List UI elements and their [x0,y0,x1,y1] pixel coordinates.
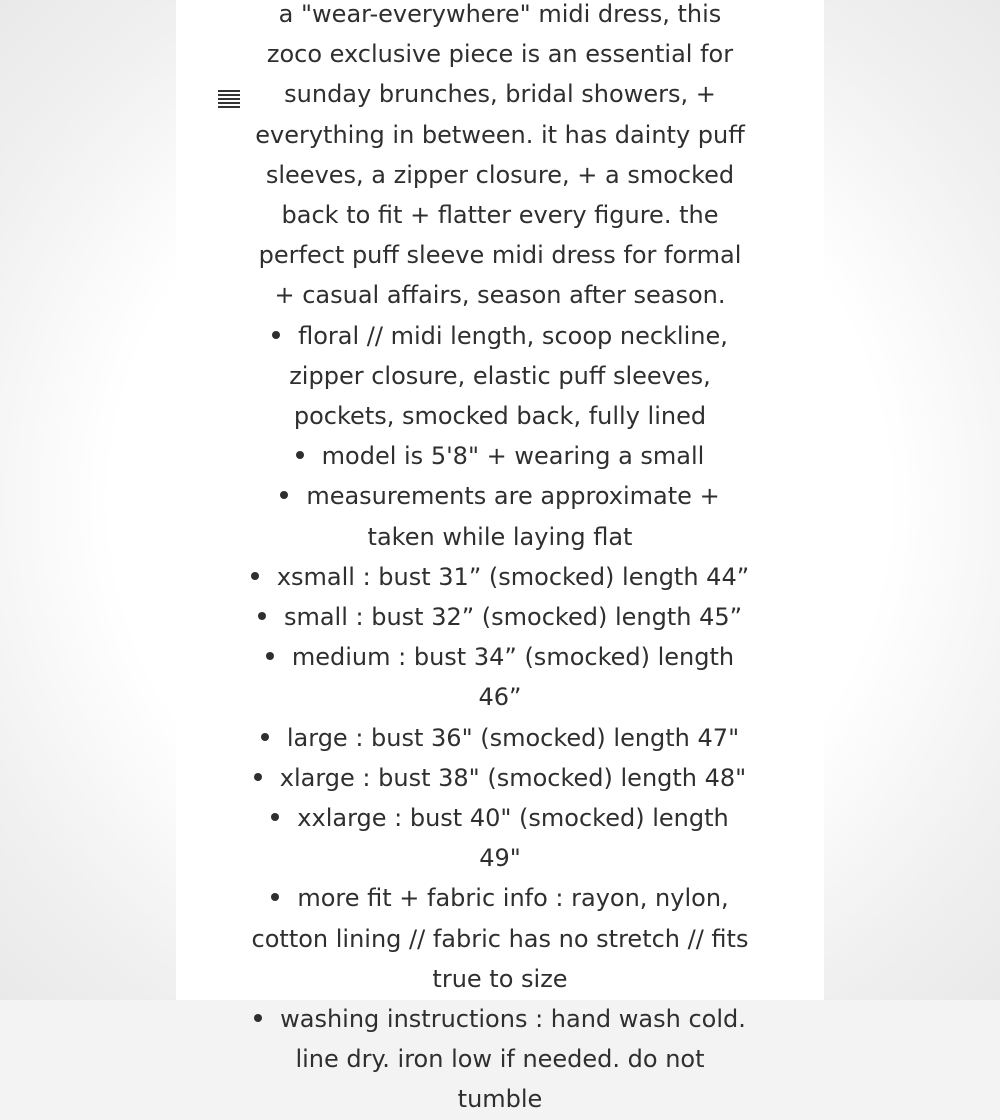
list-item-text: floral // midi length, scoop neckline, zipper closure, elastic puff sleeves, pockets, smocked back, fully lined [289,321,728,431]
bullet-icon [266,652,274,660]
list-item [250,878,750,999]
list-item-text: small : bust 32” (smocked) length 45” [283,603,743,632]
list-item [250,557,750,597]
list-item [250,476,750,556]
bullet-icon [251,572,259,580]
bullet-icon [271,893,279,901]
list-item [250,637,750,717]
description-intro: a "wear-everywhere" midi dress, this zoco exclusive piece is an essential for sunday brunches, bridal showers, + everything in between. it has dainty puff sleeves, a zipper closure, + a smocked back to fit + flatter every figure. the perfect puff sleeve midi dress for formal + casual affairs, season after season. [255,0,745,310]
list-item-text: washing instructions : hand wash cold. line dry. iron low if needed. do not tumble [280,1005,746,1114]
list-item [250,597,750,637]
list-item [250,798,750,878]
list-item-text: xxlarge : bust 40" (smocked) length 49" [297,804,729,873]
bullet-icon [261,733,269,741]
hamburger-menu-icon[interactable] [218,90,240,108]
bullet-icon [254,1014,262,1022]
bullet-icon [271,813,279,821]
list-item [250,718,750,758]
list-item [250,999,750,1120]
bullet-icon [254,773,262,781]
list-item [250,316,750,437]
bullet-icon [272,331,280,339]
details-list [250,316,750,1120]
list-item [250,436,750,476]
list-item [250,758,750,798]
bullet-icon [258,612,266,620]
list-item-text: model is 5'8" + wearing a small [321,442,705,471]
list-item-text: measurements are approximate + taken while laying flat [306,482,720,551]
bullet-icon [280,491,288,499]
bullet-icon [296,451,304,459]
product-description [250,0,750,1120]
list-item-text: xsmall : bust 31” (smocked) length 44” [276,562,750,591]
list-item-text: large : bust 36" (smocked) length 47" [286,723,740,752]
list-item-text: xlarge : bust 38" (smocked) length 48" [279,763,747,792]
list-item-text: more fit + fabric info : rayon, nylon, cotton lining // fabric has no stretch // fits true to size [251,884,749,993]
list-item-text: medium : bust 34” (smocked) length 46” [291,643,735,712]
